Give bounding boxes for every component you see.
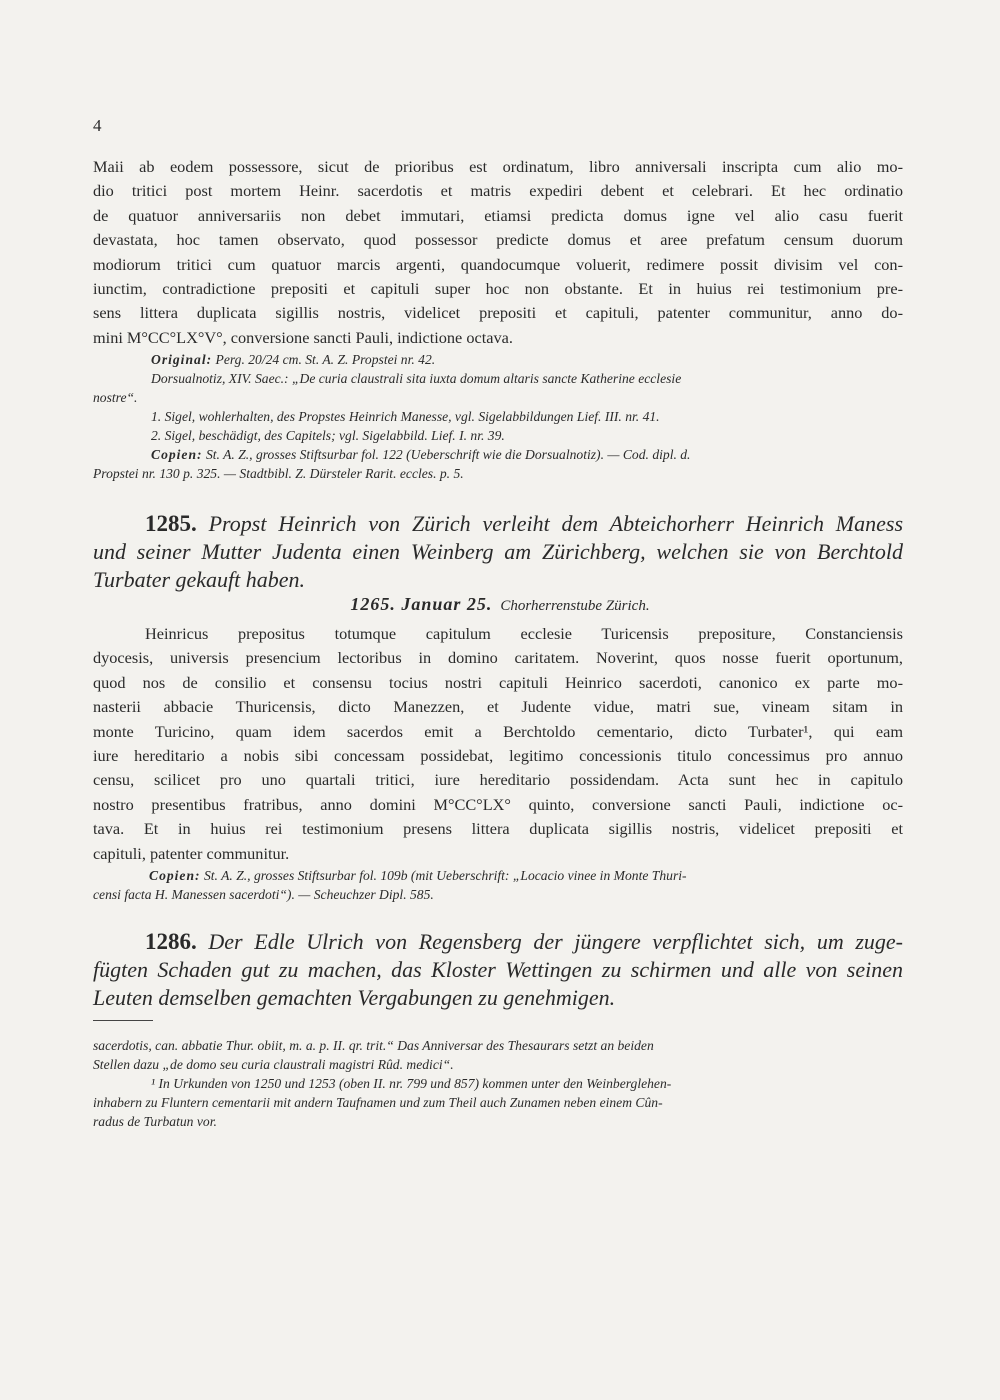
doc1-body [93, 155, 903, 350]
dorsual-note-cont: nostre“. [93, 390, 138, 405]
copien-label: Copien: [149, 868, 201, 883]
text-line: tava. Et in huius rei testimonium presens littera duplicata sigillis nostris, videlicet prepositi et [93, 819, 903, 839]
heading-line: fügten Schaden gut zu machen, das Kloster Wettingen zu schirmen und alle von seinen [93, 957, 903, 982]
doc2-heading [93, 510, 903, 594]
heading-line: Propst Heinrich von Zürich verleiht dem Abteichorherr Heinrich Maness [208, 511, 904, 536]
doc2-body [93, 622, 903, 866]
copien-text: St. A. Z., grosses Stiftsurbar fol. 122 (Ueberschrift wie die Dorsualnotiz). — Cod. dipl. d. [205, 447, 691, 462]
text-line: Maii ab eodem possessore, sicut de prioribus est ordinatum, libro anniversali inscripta cum alio mo- [93, 157, 903, 176]
dorsual-note: Dorsualnotiz, XIV. Saec.: „De curia claustrali sita iuxta domum altaris sancte Katherine ecclesie [151, 371, 682, 386]
footnotes [93, 1036, 903, 1131]
text-line: mini M°CC°LX°V°, conversione sancti Pauli, indictione octava. [93, 327, 513, 347]
doc-place: Chorherrenstube Zürich. [500, 598, 650, 614]
text-line: modiorum tritici cum quatuor marcis argenti, quandocumque voluerit, redimere possit divisim vel con- [93, 254, 903, 274]
text-line: iure hereditario a nobis sibi concessam possidebat, legitimo concessionis titulo concessimus pro annuo [93, 746, 903, 766]
doc3-heading [93, 928, 903, 1012]
copien-text-cont: Propstei nr. 130 p. 325. — Stadtbibl. Z. Dürsteler Rarit. eccles. p. 5. [93, 466, 464, 481]
footnote-line: ¹ In Urkunden von 1250 und 1253 (oben II. nr. 799 und 857) kommen unter den Weinberglehen- [151, 1076, 672, 1091]
text-line: sens littera duplicata sigillis nostris, videlicet prepositi et capituli, patenter communitur, anno do- [93, 303, 903, 323]
seal-note-1: 1. Sigel, wohlerhalten, des Propstes Heinrich Manesse, vgl. Sigelabbildungen Lief. III. nr. 41. [151, 409, 660, 424]
footnote-rule [93, 1020, 153, 1021]
doc-number: 1286. [145, 929, 197, 954]
footnote-line: sacerdotis, can. abbatie Thur. obiit, m. a. p. II. qr. trit.“ Das Anniversar des Thesaurars setzt an beiden [93, 1038, 654, 1053]
heading-line: Der Edle Ulrich von Regensberg der jüngere verpflichtet sich, um zuge- [208, 929, 903, 954]
original-text: Perg. 20/24 cm. St. A. Z. Propstei nr. 42. [215, 352, 436, 367]
seal-note-2: 2. Sigel, beschädigt, des Capitels; vgl. Sigelabbild. Lief. I. nr. 39. [151, 428, 505, 443]
doc1-notes [93, 350, 903, 483]
copien-text-cont: censi facta H. Manessen sacerdoti“). — Scheuchzer Dipl. 585. [93, 887, 434, 902]
heading-line: Leuten demselben gemachten Vergabungen zu genehmigen. [93, 985, 616, 1010]
text-line: monte Turicino, quam idem sacerdos emit a Berchtoldo cementario, dicto Turbater¹, qui eam [93, 721, 903, 741]
text-line: de quatuor anniversariis non debet immutari, etiamsi predicta domus igne vel alio casu fuerit [93, 205, 903, 225]
heading-line: und seiner Mutter Judenta einen Weinberg am Zürichberg, welchen sie von Berchtold [93, 539, 903, 564]
text-line: devastata, hoc tamen observato, quod possessor predicte domus et aree prefatum censum duorum [93, 230, 903, 250]
doc-date: 1265. Januar 25. [350, 594, 493, 614]
text-line: dyocesis, universis presencium lectoribus in domino caritatem. Noverint, quos nosse fuerit oportunum, [93, 648, 903, 668]
original-label: Original: [151, 352, 213, 367]
footnote-line: inhabern zu Fluntern cementarii mit andern Taufnamen und zum Theil auch Zunamen neben einem Cûn- [93, 1095, 663, 1110]
text-line: nasterii abbacie Thuricensis, dicto Manezzen, et Judente vidue, matri sue, vineam sitam in [93, 697, 903, 717]
text-line: Heinricus prepositus totumque capitulum ecclesie Turicensis prepositure, Constanciensis [145, 624, 903, 643]
text-line: iunctim, contradictione prepositi et capituli super hoc non obstante. Et in huius rei testimonium pre- [93, 279, 903, 299]
copien-text: St. A. Z., grosses Stiftsurbar fol. 109b (mit Ueberschrift: „Locacio vinee in Monte Thuri- [203, 868, 687, 883]
text-line: capituli, patenter communitur. [93, 843, 290, 863]
footnote-line: Stellen dazu „de domo seu curia claustrali magistri Rûd. medici“. [93, 1057, 454, 1072]
copien-label: Copien: [151, 447, 203, 462]
footnote-line: radus de Turbatun vor. [93, 1114, 217, 1129]
doc2-notes [93, 866, 903, 904]
heading-line: Turbater gekauft haben. [93, 567, 306, 592]
doc2-dateline [0, 594, 1000, 615]
page-number: 4 [93, 116, 102, 135]
text-line: nostro presentibus fratribus, anno domini M°CC°LX° quinto, conversione sancti Pauli, indictione oc- [93, 794, 903, 814]
text-line: quod nos de consilio et consensu tocius nostri capituli Heinrico sacerdoti, canonico ex parte mo- [93, 672, 903, 692]
doc-number: 1285. [145, 511, 197, 536]
text-line: dio tritici post mortem Heinr. sacerdotis et matris expediri debent et celebrari. Et hec ordinatio [93, 181, 903, 201]
text-line: censu, scilicet pro uno quartali tritici, iure hereditario possidendam. Acta sunt hec in capitulo [93, 770, 903, 790]
